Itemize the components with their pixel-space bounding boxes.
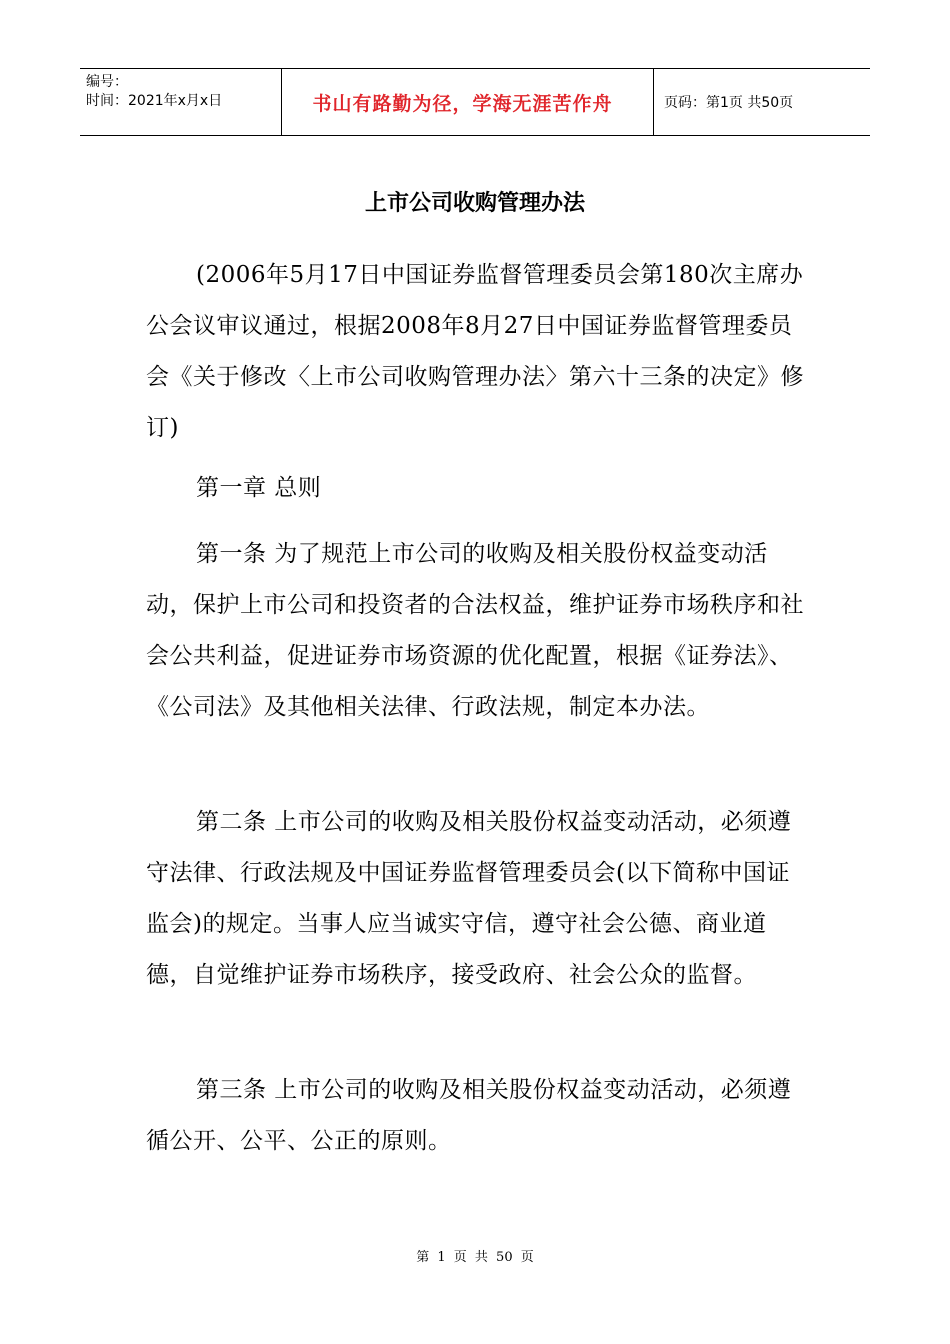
- header-meta: [80, 69, 282, 135]
- time-label: 时间：2021年x月x日: [86, 93, 223, 109]
- header-page-cell: [654, 69, 870, 135]
- page-header: [80, 68, 870, 136]
- article-1-paragraph: 第一条 为了规范上市公司的收购及相关股份权益变动活动，保护上市公司和投资者的合法权益，维护证券市场秩序和社会公共利益，促进证券市场资源的优化配置，根据《证券法》、《公司法》及其他相关法律、行政法规，制定本办法。: [146, 541, 804, 720]
- article-3-paragraph: 第三条 上市公司的收购及相关股份权益变动活动，必须遵循公开、公平、公正的原则。: [146, 1077, 792, 1154]
- header-page-info: 页码：第1页 共50页: [664, 95, 794, 111]
- page-footer: 第 1 页 共 50 页: [416, 1250, 534, 1265]
- chapter-heading: 第一章 总则: [196, 475, 322, 501]
- serial-number-label: 编号：: [86, 74, 128, 90]
- document-title: 上市公司收购管理办法: [364, 191, 585, 216]
- article-2-paragraph: 第二条 上市公司的收购及相关股份权益变动活动，必须遵守法律、行政法规及中国证券监督管理委员会(以下简称中国证监会)的规定。当事人应当诚实守信，遵守社会公德、商业道德，自觉维护证券市场秩序，接受政府、社会公众的监督。: [146, 809, 792, 988]
- motto-text: 书山有路勤为径，学海无涯苦作舟: [312, 92, 613, 115]
- header-motto-cell: [282, 69, 654, 135]
- preamble-paragraph: (2006年5月17日中国证券监督管理委员会第180次主席办公会议审议通过，根据2008年8月27日中国证券监督管理委员会《关于修改〈上市公司收购管理办法〉第六十三条的决定》修订): [146, 262, 804, 441]
